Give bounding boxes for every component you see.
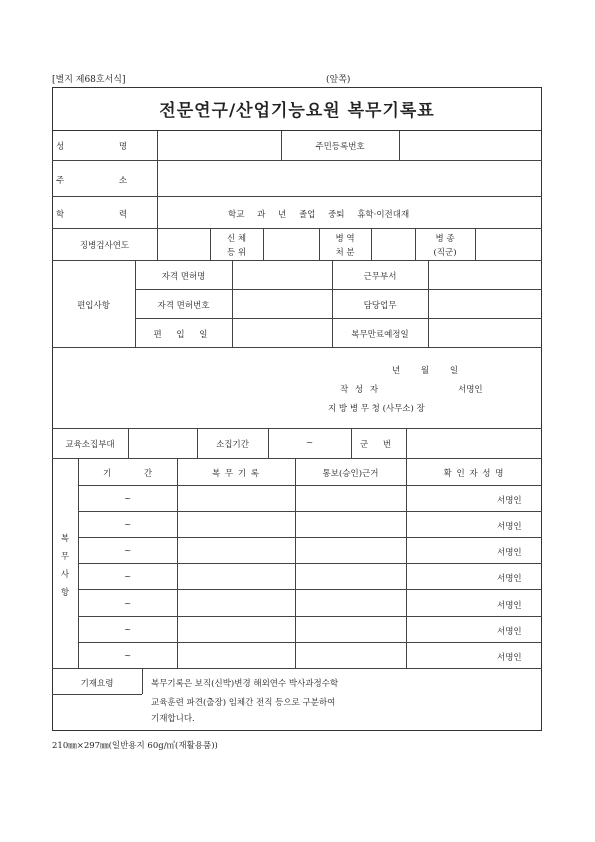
body-label-1: 신 체 [226,234,247,244]
rrn-label: 주민등록번호 [315,142,365,152]
enlist-date-field[interactable] [233,319,331,346]
period-label: 소집기간 [216,440,249,450]
page-side: (앞쪽) [326,75,351,85]
records-label-3: 사 [60,570,70,580]
records-label-2: 무 [60,552,70,562]
rule [78,642,542,643]
branch-label-2: (직군) [433,248,457,258]
rule [177,458,178,668]
service-label-2: 처 분 [335,248,355,258]
body-label-2: 등 위 [226,248,247,258]
row-period[interactable]: ~ [123,546,132,556]
row-period[interactable]: ~ [123,651,132,661]
rule [78,616,542,617]
rule [78,511,542,512]
rule [52,458,542,459]
rule [78,589,542,590]
rule [78,458,79,668]
name-field[interactable] [158,132,280,159]
end-date-field[interactable] [429,319,541,346]
col-basis: 통보(승인)근거 [322,469,379,479]
row-sign[interactable]: 서명인 [497,496,522,506]
rule [52,668,542,669]
row-period[interactable]: ~ [123,572,132,582]
col-period: 기 간 [102,469,153,479]
cert-no-field[interactable] [233,290,331,317]
rule [52,694,142,695]
education-options[interactable]: 학교 과 년 졸업 중퇴 휴학·이전대재 [228,210,410,220]
paper-spec: 210㎜×297㎜(일반용지 60g/㎡(재활용품)) [52,741,218,751]
period-field[interactable]: ~ [305,438,314,448]
notes-line-3: 기재합니다. [151,714,195,724]
notes-line-2: 교육훈련 파견(출장) 임체간 전직 등으로 구분하여 [151,698,336,708]
dept-field[interactable] [429,261,541,288]
exam-year-field[interactable] [158,229,209,259]
serial-field[interactable] [407,429,541,457]
rrn-field[interactable] [400,132,541,159]
rule [52,196,542,197]
sign-date: 년 월 일 [392,366,459,376]
notes-label: 기재요령 [80,679,114,689]
row-sign[interactable]: 서명인 [497,627,522,637]
form-title: 전문연구/산업기능요원 복무기록표 [52,87,542,131]
body-grade-field[interactable] [264,229,318,259]
unit-field[interactable] [129,429,196,457]
rule [142,668,143,694]
row-sign[interactable]: 서명인 [497,548,522,558]
writer-label: 작 성 자 [340,385,381,395]
address-field[interactable] [158,161,541,195]
rule [78,485,542,486]
rule [52,347,542,348]
enlist-date-label: 편 입 일 [153,330,214,340]
branch-field[interactable] [476,229,541,259]
serial-label: 군 번 [359,440,398,450]
col-confirmer: 확 인 자 성 명 [443,469,505,479]
col-record: 복 무 기 록 [212,469,260,479]
service-label-1: 병 역 [335,234,355,244]
exam-year-label: 징병검사연도 [79,241,130,251]
cert-no-label: 자격 면허번호 [157,301,210,311]
row-sign[interactable]: 서명인 [497,601,522,611]
duty-label: 담당업무 [363,301,397,311]
row-period[interactable]: ~ [123,599,132,609]
rule [406,458,407,668]
writer-sign[interactable]: 서명인 [458,385,483,395]
enlistment-section-label: 편입사항 [77,301,110,311]
dept-label: 근무부서 [363,272,397,282]
service-field[interactable] [372,229,414,259]
row-period[interactable]: ~ [123,520,132,530]
notes-line-1: 복무기록은 보직(신박)변경 해외연수 박사과정수학 [151,679,339,689]
name-label: 성 명 [55,142,154,152]
row-sign[interactable]: 서명인 [497,653,522,663]
row-sign[interactable]: 서명인 [497,522,522,532]
branch-label-1: 병 종 [435,234,455,244]
address-label: 주 소 [55,176,154,186]
education-label: 학 력 [55,210,154,220]
office-chief: 지 방 병 무 청 (사무소) 장 [328,404,425,414]
records-label-4: 항 [60,588,70,598]
cert-name-label: 자격 면허명 [161,272,206,282]
end-date-label: 복무만료예정일 [351,330,409,340]
form-number: [별지 제68호서식] [52,75,126,85]
unit-label: 교육소집부대 [65,440,115,450]
row-sign[interactable]: 서명인 [497,574,522,584]
records-label-1: 복 [60,534,70,544]
duty-field[interactable] [429,290,541,317]
row-period[interactable]: ~ [123,494,132,504]
rule [78,537,542,538]
row-period[interactable]: ~ [123,625,132,635]
rule [295,458,296,668]
rule [78,563,542,564]
cert-name-field[interactable] [233,261,331,288]
